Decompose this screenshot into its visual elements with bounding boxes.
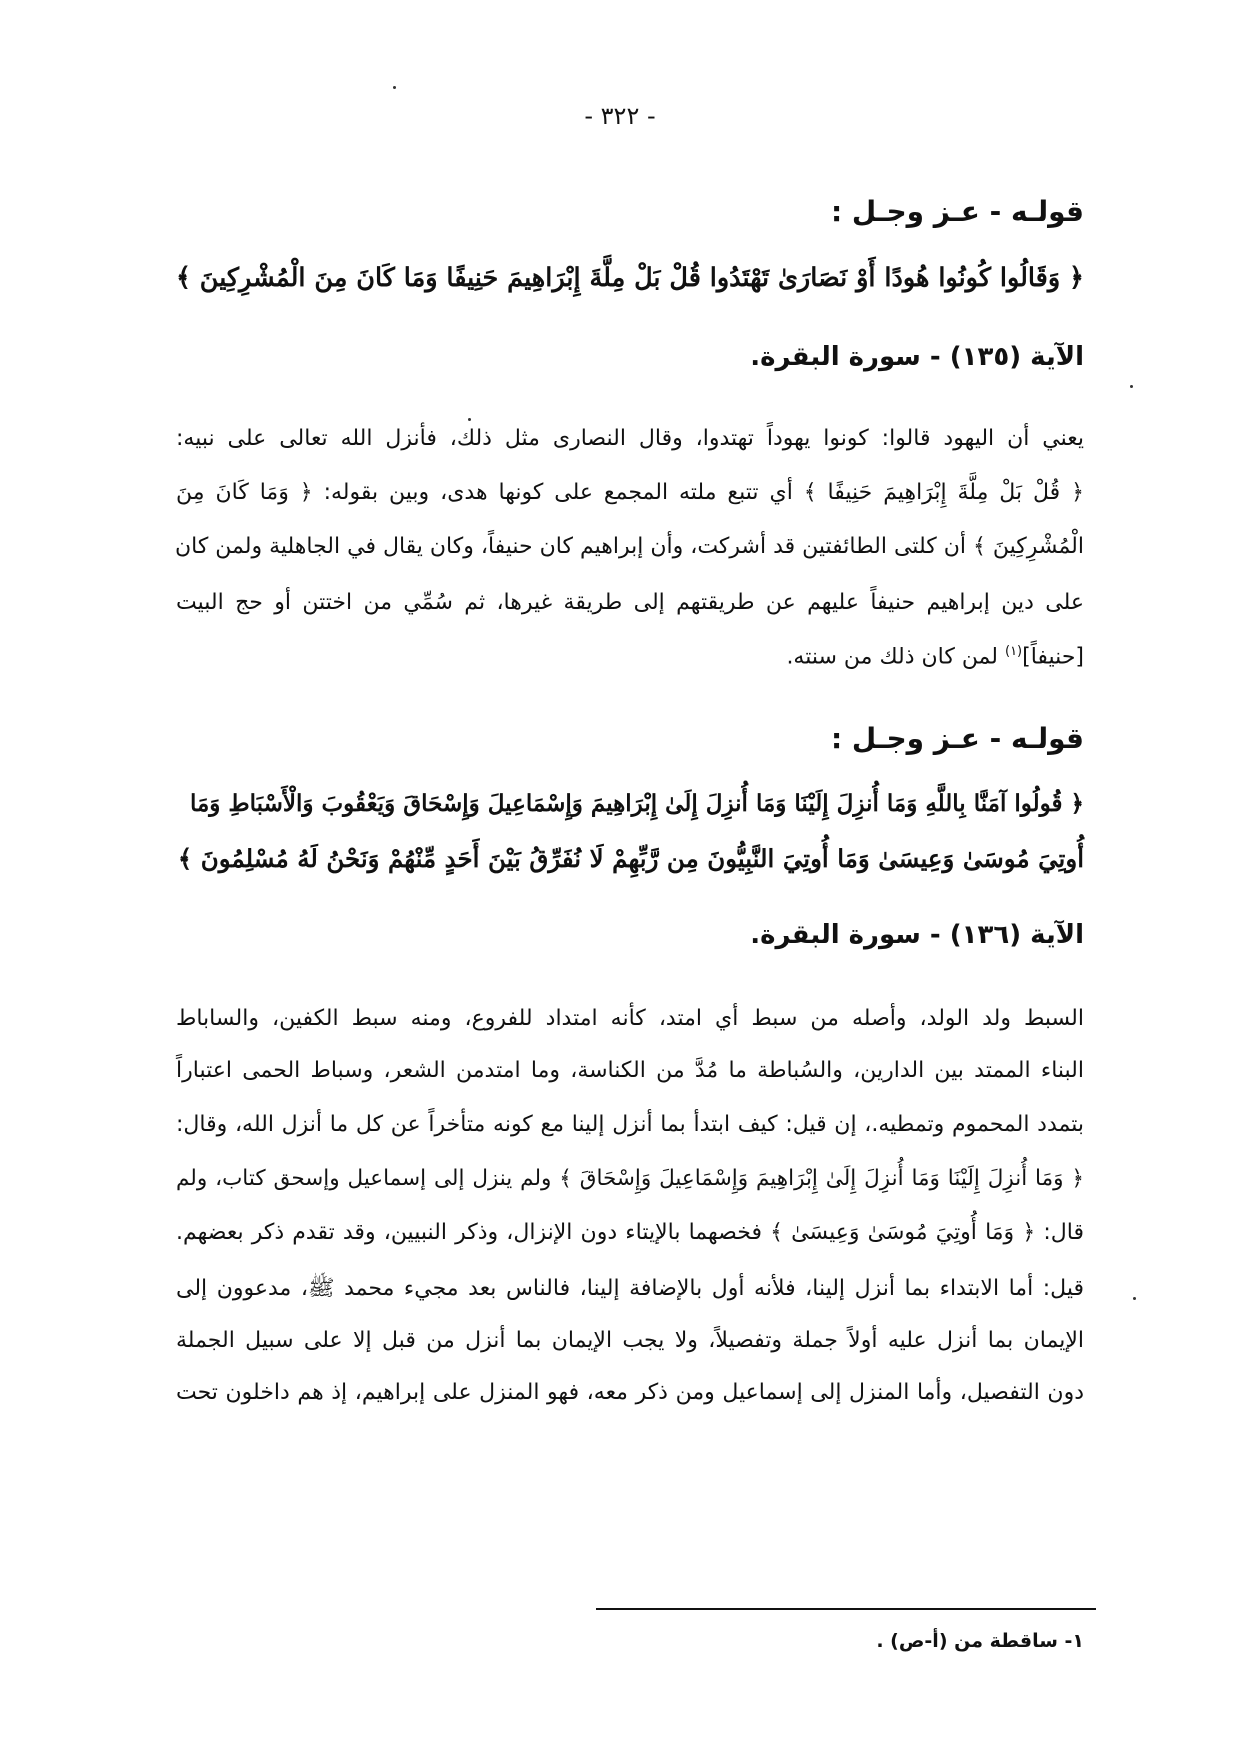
paragraph-line: دون التفصيل، وأما المنزل إلى إسماعيل ومن ذكر معه، فهو المنزل على إبراهيم، إذ هم داخلون تحت	[176, 1380, 1084, 1405]
scan-speck	[468, 418, 471, 421]
footnote: ١- ساقطة من (أ-ص) .	[876, 1630, 1084, 1652]
verse-reference-135: الآية (١٣٥) - سورة البقرة.	[750, 342, 1084, 372]
line-continuation: لمن كان ذلك من سنته.	[786, 644, 1005, 670]
paragraph-line: قال: ﴿ وَمَا أُوتِيَ مُوسَىٰ وَعِيسَىٰ ﴾ فخصهما بالإيتاء دون الإنزال، وذكر النبيين، وقد تقدم ذكر بعضهم.	[176, 1220, 1084, 1245]
paragraph-line: على دين إبراهيم حنيفاً عليهم عن طريقتهم إلى طريقة غيرها، ثم سُمِّي من اختتن أو حج البيت	[176, 590, 1084, 615]
paragraph-line: السبط ولد الولد، وأصله من سبط أي امتد، كأنه امتداد للفروع، ومنه سبط الكفين، والساباط	[176, 1006, 1084, 1031]
section-heading-2: قولـه - عـز وجـل :	[830, 722, 1084, 755]
paragraph-line: ﴿ قُلْ بَلْ مِلَّةَ إِبْرَاهِيمَ حَنِيفًا ﴾ أي تتبع ملته المجمع على كونها هدى، وبين بقوله: ﴿ وَمَا كَانَ مِنَ	[176, 480, 1084, 505]
paragraph-line: البناء الممتد بين الدارين، والسُباطة ما مُدَّ من الكناسة، وما امتدمن الشعر، وسباط الحمى اعتباراً	[176, 1058, 1084, 1083]
quran-verse-135: ﴿ وَقَالُوا كُونُوا هُودًا أَوْ نَصَارَىٰ تَهْتَدُوا قُلْ بَلْ مِلَّةَ إِبْرَاهِيمَ حَنِيفًا وَمَا كَانَ مِنَ الْمُشْرِكِينَ ﴾	[175, 263, 1084, 293]
page-number: - ٣٢٢ -	[584, 102, 656, 130]
footnote-marker: (١)	[1004, 644, 1023, 659]
footnote-divider	[596, 1608, 1096, 1610]
paragraph-line: الْمُشْرِكِينَ ﴾ أن كلتى الطائفتين قد أشركت، وأن إبراهيم كان حنيفاً، وكان يقال في الجاهلية ولمن كان	[174, 534, 1084, 559]
paragraph-line: يعني أن اليهود قالوا: كونوا يهوداً تهتدوا، وقال النصارى مثل ذلك، فأنزل الله تعالى على نبيه:	[176, 426, 1084, 451]
quran-verse-136-line-1: ﴿ قُولُوا آمَنَّا بِاللَّهِ وَمَا أُنزِلَ إِلَيْنَا وَمَا أُنزِلَ إِلَىٰ إِبْرَاهِيمَ وَإِسْمَاعِيلَ وَإِسْحَاقَ وَيَعْقُوبَ وَالْأَسْبَاطِ وَمَا	[189, 790, 1084, 817]
section-heading-1: قولـه - عـز وجـل :	[830, 195, 1084, 228]
paragraph-line-last	[176, 644, 1084, 669]
bracketed-word: [حنيفاً]	[1022, 644, 1084, 670]
scan-speck	[1130, 385, 1133, 388]
scan-speck	[1133, 1297, 1136, 1300]
scan-speck	[393, 86, 396, 89]
paragraph-line: ﴿ وَمَا أُنزِلَ إِلَيْنَا وَمَا أُنزِلَ إِلَىٰ إِبْرَاهِيمَ وَإِسْمَاعِيلَ وَإِسْحَاقَ ﴾ ولم ينزل إلى إسماعيل وإسحق كتاب، ولم	[176, 1166, 1084, 1191]
quran-verse-136-line-2: أُوتِيَ مُوسَىٰ وَعِيسَىٰ وَمَا أُوتِيَ النَّبِيُّونَ مِن رَّبِّهِمْ لَا نُفَرِّقُ بَيْنَ أَحَدٍ مِّنْهُمْ وَنَحْنُ لَهُ مُسْلِمُونَ ﴾	[177, 844, 1084, 873]
verse-reference-136: الآية (١٣٦) - سورة البقرة.	[750, 920, 1084, 950]
paragraph-line: بتمدد المحموم وتمطيه.، إن قيل: كيف ابتدأ بما أنزل إلينا مع كونه متأخراً عن كل ما أنزل الله، وقال:	[176, 1112, 1084, 1137]
paragraph-line: قيل: أما الابتداء بما أنزل إلينا، فلأنه أول بالإضافة إلينا، فالناس بعد مجيء محمد ﷺ، مدعوون إلى	[176, 1276, 1084, 1301]
paragraph-line: الإيمان بما أنزل عليه أولاً جملة وتفصيلاً، ولا يجب الإيمان بما أنزل من قبل إلا على سبيل الجملة	[176, 1328, 1084, 1353]
